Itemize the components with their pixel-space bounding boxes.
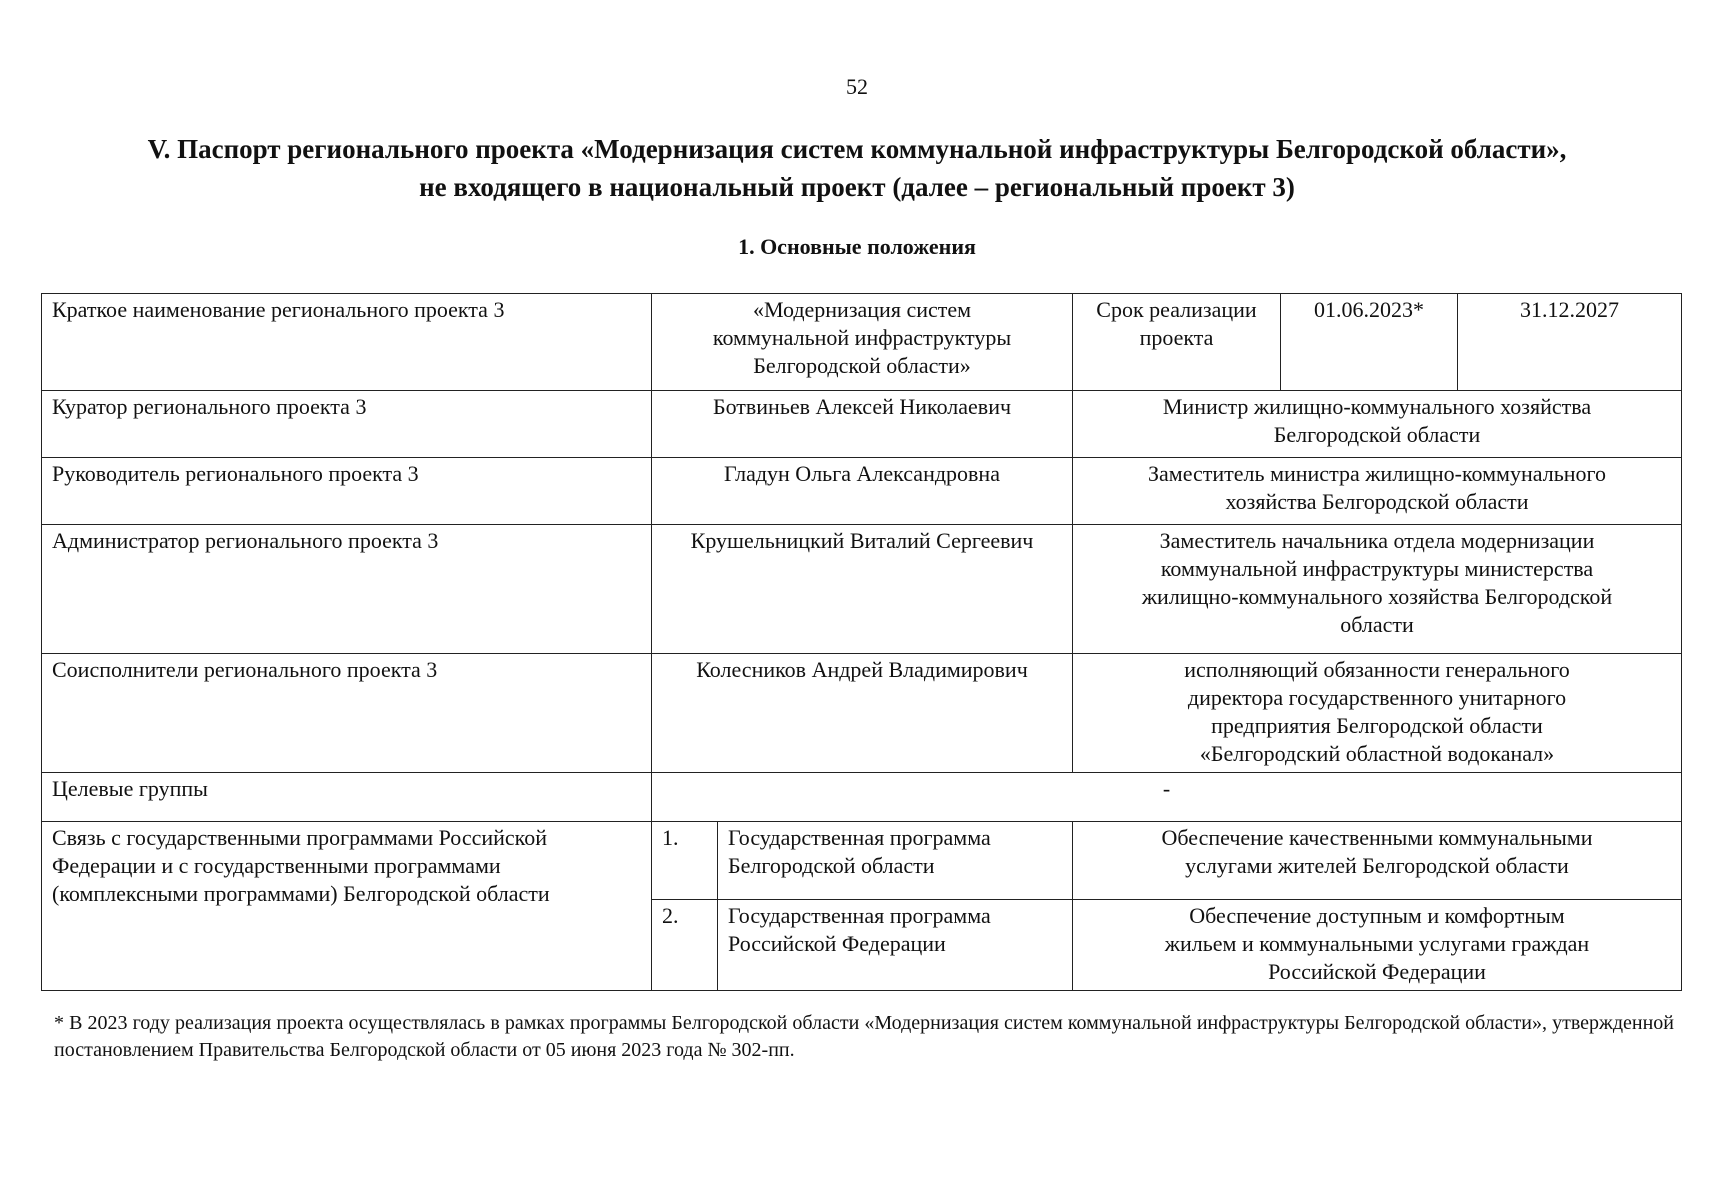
end-date: 31.12.2027 [1458,294,1682,391]
row-label: Краткое наименование регионального проекта 3 [42,294,652,391]
program-goal-line: услугами жителей Белгородской области [1185,853,1569,878]
program-name-line: Государственная программа [728,903,991,928]
position-line: Заместитель начальника отдела модернизации [1159,528,1595,553]
table-row [42,654,1682,773]
program-name [718,822,1073,900]
head-name: Гладун Ольга Александровна [652,458,1073,525]
period-label-line: Срок реализации [1096,297,1257,322]
period-label-line: проекта [1139,325,1214,350]
programs-label-line: (комплексными программами) Белгородской области [52,881,550,906]
program-goal-line: Обеспечение доступным и комфортным [1189,903,1565,928]
head-position [1073,458,1682,525]
position-line: области [1340,612,1414,637]
programs-label-line: Связь с государственными программами Российской [52,825,548,850]
programs-label-line: Федерации и с государственными программами [52,853,501,878]
footnote: * В 2023 году реализация проекта осуществлялась в рамках программы Белгородской области «Модернизация систем коммунальной инфраструктуры Белгородской области», утвержденной постановлением Правительства Белгородской области от 05 июня 2023 года № 302-пп. [54,1012,1674,1061]
programs-label [42,822,652,991]
title-line-1: V. Паспорт регионального проекта «Модернизация систем коммунальной инфраструктуры Белгородской области», [147,134,1567,164]
table-row [42,391,1682,458]
position-line: предприятия Белгородской области [1211,713,1543,738]
admin-name: Крушельницкий Виталий Сергеевич [652,525,1073,654]
row-label: Куратор регионального проекта 3 [42,391,652,458]
position-line: Министр жилищно-коммунального хозяйства [1162,394,1592,419]
passport-table [41,293,1682,991]
target-groups-value: - [652,773,1682,822]
position-line: хозяйства Белгородской области [1225,489,1529,514]
coexec-name: Колесников Андрей Владимирович [652,654,1073,773]
table-row [42,458,1682,525]
table-row [42,822,1682,900]
position-line: Белгородской области [1273,422,1481,447]
curator-name: Ботвиньев Алексей Николаевич [652,391,1073,458]
program-name-line: Белгородской области [728,853,935,878]
section-title: 1. Основные положения [738,234,976,259]
position-line: директора государственного унитарного [1187,685,1567,710]
program-goal-line: Российской Федерации [1268,959,1486,984]
table-row [42,773,1682,822]
position-line: коммунальной инфраструктуры министерства [1160,556,1594,581]
program-number: 2. [652,900,718,991]
table-row [42,294,1682,391]
project-short-name [652,294,1073,391]
program-goal-line: Обеспечение качественными коммунальными [1161,825,1593,850]
position-line: исполняющий обязанности генерального [1184,657,1570,682]
row-label: Руководитель регионального проекта 3 [42,458,652,525]
title-line-2: не входящего в национальный проект (далее – региональный проект 3) [419,172,1295,202]
period-label [1073,294,1281,391]
program-goal-line: жильем и коммунальными услугами граждан [1164,931,1590,956]
admin-position [1073,525,1682,654]
project-name-line: коммунальной инфраструктуры [712,325,1012,350]
project-name-line: «Модернизация систем [752,297,972,322]
document-title [60,130,1654,206]
position-line: «Белгородский областной водоканал» [1199,741,1555,766]
project-name-line: Белгородской области» [753,353,971,378]
program-goal [1073,822,1682,900]
curator-position [1073,391,1682,458]
row-label: Администратор регионального проекта 3 [42,525,652,654]
program-name [718,900,1073,991]
program-name-line: Российской Федерации [728,931,946,956]
program-name-line: Государственная программа [728,825,991,850]
page-number: 52 [846,74,868,99]
start-date: 01.06.2023* [1281,294,1458,391]
coexec-position [1073,654,1682,773]
position-line: Заместитель министра жилищно-коммунального [1148,461,1606,486]
row-label: Соисполнители регионального проекта 3 [42,654,652,773]
position-line: жилищно-коммунального хозяйства Белгородской [1141,584,1613,609]
program-goal [1073,900,1682,991]
table-row [42,525,1682,654]
program-number: 1. [652,822,718,900]
row-label: Целевые группы [42,773,652,822]
